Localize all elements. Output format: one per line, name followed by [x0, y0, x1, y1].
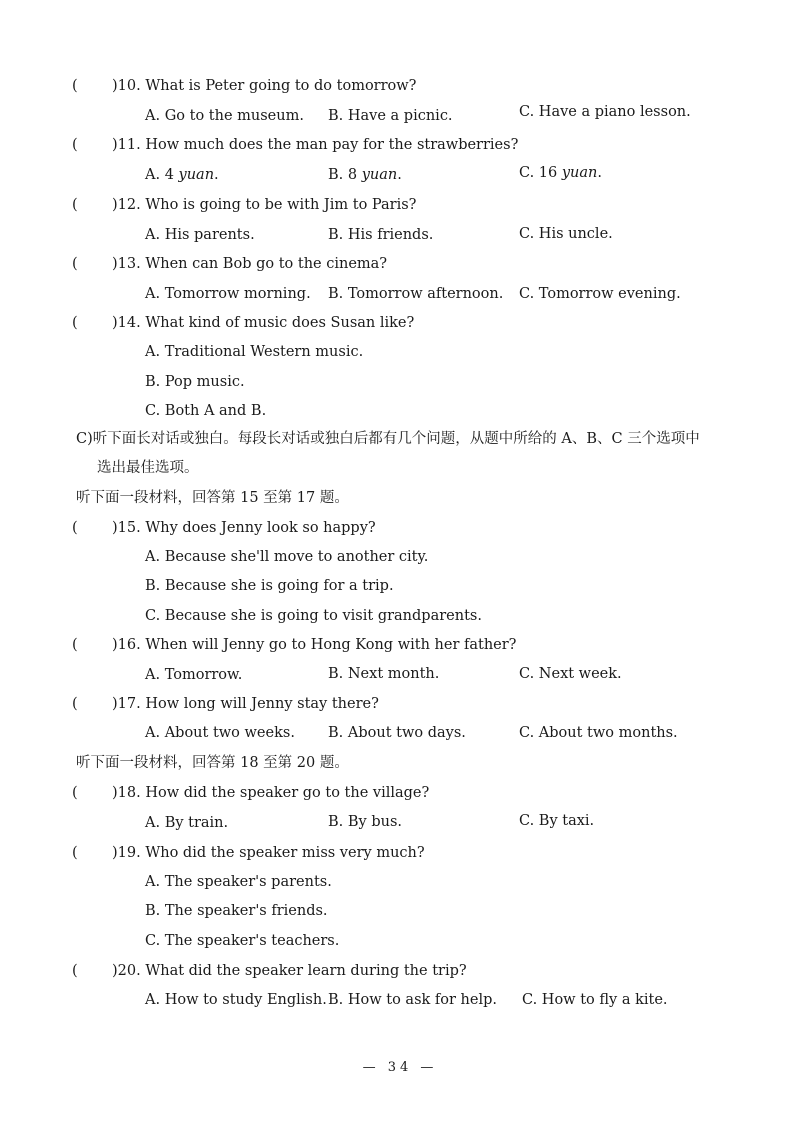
- question-text: )14. What kind of music does Susan like?: [112, 315, 415, 331]
- option-c: C. Next week.: [519, 666, 622, 682]
- answer-blank[interactable]: (: [72, 637, 78, 653]
- option-b: B. Tomorrow afternoon.: [328, 286, 504, 302]
- answer-blank[interactable]: (: [72, 197, 78, 213]
- question-text: )10. What is Peter going to do tomorrow?: [112, 78, 417, 94]
- option-b: [328, 165, 402, 185]
- option-c: C. The speaker's teachers.: [145, 933, 340, 949]
- option-a-period: .: [214, 167, 219, 183]
- option-a: A. The speaker's parents.: [145, 874, 332, 890]
- answer-blank[interactable]: (: [72, 78, 78, 94]
- question-text: )19. Who did the speaker miss very much?: [112, 845, 425, 861]
- question-text: )17. How long will Jenny stay there?: [112, 696, 379, 712]
- question-text: )15. Why does Jenny look so happy?: [112, 520, 376, 536]
- option-b: B. His friends.: [328, 227, 434, 243]
- option-b: B. The speaker's friends.: [145, 903, 328, 919]
- option-a: A. Traditional Western music.: [145, 344, 364, 360]
- option-b: B. By bus.: [328, 814, 403, 830]
- answer-blank[interactable]: (: [72, 785, 78, 801]
- question-text: )11. How much does the man pay for the strawberries?: [112, 137, 519, 153]
- answer-blank[interactable]: (: [72, 963, 78, 979]
- option-b-period: .: [397, 167, 402, 183]
- option-c: [519, 163, 602, 183]
- option-c: C. Tomorrow evening.: [519, 286, 681, 302]
- option-a-unit: yuan: [178, 167, 215, 183]
- question-text: )16. When will Jenny go to Hong Kong with her father?: [112, 637, 517, 653]
- answer-blank[interactable]: (: [72, 315, 78, 331]
- option-b: B. Pop music.: [145, 374, 245, 390]
- option-a-amount: A. 4: [145, 167, 179, 183]
- option-b: B. Next month.: [328, 666, 440, 682]
- option-c-amount: C. 16: [519, 165, 562, 181]
- option-b-unit: yuan: [361, 167, 398, 183]
- option-b: B. About two days.: [328, 725, 466, 741]
- option-a: A. Because she'll move to another city.: [145, 549, 429, 565]
- answer-blank[interactable]: (: [72, 520, 78, 536]
- option-b: B. Have a picnic.: [328, 108, 453, 124]
- option-a: A. By train.: [145, 815, 229, 831]
- option-c: C. His uncle.: [519, 226, 613, 242]
- passage-1-heading: 听下面一段材料，回答第 15 至第 17 题。: [76, 490, 349, 506]
- option-b-amount: B. 8: [328, 167, 362, 183]
- question-text: )18. How did the speaker go to the village?: [112, 785, 430, 801]
- question-text: )12. Who is going to be with Jim to Paris?: [112, 197, 417, 213]
- question-text: )20. What did the speaker learn during the trip?: [112, 963, 467, 979]
- option-c: C. Because she is going to visit grandparents.: [145, 608, 482, 624]
- option-a: A. His parents.: [145, 227, 255, 243]
- question-text: )13. When can Bob go to the cinema?: [112, 256, 388, 272]
- option-a: A. About two weeks.: [145, 725, 295, 741]
- option-c: C. How to fly a kite.: [522, 992, 668, 1008]
- answer-blank[interactable]: (: [72, 256, 78, 272]
- section-c-instructions: C)听下面长对话或独白。每段长对话或独白后都有几个问题，从题中所给的 A、B、C 三个选项中: [76, 431, 700, 447]
- answer-blank[interactable]: (: [72, 696, 78, 712]
- option-a: A. Tomorrow.: [145, 667, 243, 683]
- option-c: C. Both A and B.: [145, 403, 267, 419]
- passage-2-heading: 听下面一段材料，回答第 18 至第 20 题。: [76, 755, 349, 771]
- page-number: — 34 —: [362, 1060, 438, 1075]
- option-c: C. Have a piano lesson.: [519, 104, 691, 120]
- answer-blank[interactable]: (: [72, 845, 78, 861]
- option-b: B. How to ask for help.: [328, 992, 498, 1008]
- answer-blank[interactable]: (: [72, 137, 78, 153]
- section-c-instructions-cont: 选出最佳选项。: [97, 460, 199, 476]
- option-a: [145, 165, 219, 185]
- option-a: A. Go to the museum.: [145, 108, 304, 124]
- option-c-period: .: [597, 165, 602, 181]
- option-a: A. How to study English.: [145, 992, 327, 1008]
- option-c: C. About two months.: [519, 725, 678, 741]
- option-c: C. By taxi.: [519, 813, 595, 829]
- option-a: A. Tomorrow morning.: [145, 286, 311, 302]
- option-c-unit: yuan: [561, 165, 598, 181]
- option-b: B. Because she is going for a trip.: [145, 578, 394, 594]
